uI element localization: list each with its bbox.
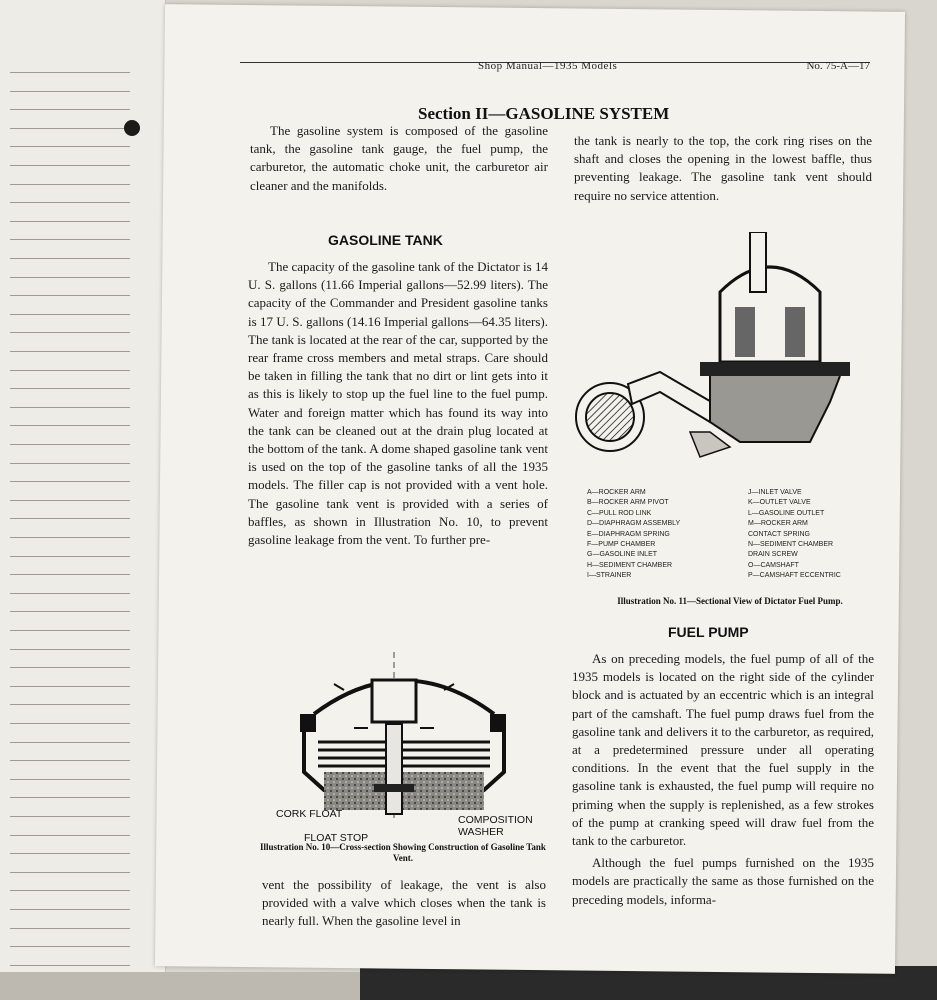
ruled-line: [10, 723, 130, 724]
ruled-line: [10, 463, 130, 464]
legend-item: I—STRAINER: [587, 572, 632, 580]
ruled-line: [10, 351, 130, 352]
legend-item: L—GASOLINE OUTLET: [748, 509, 825, 517]
ruled-line: [10, 221, 130, 222]
fig11-legend-left: [587, 488, 680, 582]
ruled-line: [10, 909, 130, 910]
ruled-line: [10, 91, 130, 92]
ruled-line: [10, 835, 130, 836]
ruled-line: [10, 760, 130, 761]
ruled-line: [10, 481, 130, 482]
binder-hole: [124, 120, 140, 136]
ruled-line: [10, 332, 130, 333]
label-washer: WASHER: [458, 826, 504, 838]
ruled-line: [10, 407, 130, 408]
ruled-line: [10, 444, 130, 445]
ruled-line: [10, 556, 130, 557]
label-cork-float: CORK FLOAT: [276, 808, 343, 820]
legend-item: P—CAMSHAFT ECCENTRIC: [748, 572, 841, 580]
ruled-line: [10, 165, 130, 166]
ruled-line: [10, 128, 130, 129]
ruled-line: [10, 388, 130, 389]
legend-item: O—CAMSHAFT: [748, 561, 799, 569]
legend-item: B—ROCKER ARM PIVOT: [587, 499, 669, 507]
ruled-line: [10, 872, 130, 873]
left-page: [0, 0, 166, 1000]
ruled-line: [10, 277, 130, 278]
ruled-line: [10, 537, 130, 538]
legend-item: M—ROCKER ARM: [748, 520, 808, 528]
ruled-line: [10, 370, 130, 371]
legend-item: N—SEDIMENT CHAMBER: [748, 541, 834, 549]
legend-item: J—INLET VALVE: [748, 489, 802, 496]
ruled-line: [10, 295, 130, 296]
fig11-legend-right: [748, 488, 841, 582]
legend-item: E—DIAPHRAGM SPRING: [587, 530, 670, 538]
illustration-11-caption: Illustration No. 11—Sectional View of Dictator Fuel Pump.: [617, 596, 843, 606]
gas-tank-heading: GASOLINE TANK: [328, 232, 443, 248]
ruled-line: [10, 425, 130, 426]
ruled-line: [10, 853, 130, 854]
illustration-10-caption: Illustration No. 10—Cross-section Showing Construction of Gasoline Tank Vent.: [260, 842, 546, 863]
ruled-line: [10, 890, 130, 891]
gas-tank-continuation: vent the possibility of leakage, the vent is also provided with a valve which closes when the tank is nearly full. When the gasoline level in: [262, 877, 546, 929]
legend-item: F—PUMP CHAMBER: [587, 541, 656, 549]
legend-item: H—SEDIMENT CHAMBER: [587, 561, 673, 569]
ruled-line: [10, 611, 130, 612]
fuel-pump-diagram: [570, 232, 860, 480]
ruled-line: [10, 667, 130, 668]
ruled-line: [10, 779, 130, 780]
ruled-line: [10, 928, 130, 929]
page-header: [240, 60, 870, 72]
ruled-line: [10, 630, 130, 631]
ruled-line: [10, 704, 130, 705]
header-center: Shop Manual—1935 Models: [478, 60, 618, 72]
ruled-line: [10, 574, 130, 575]
ruled-line: [10, 146, 130, 147]
legend-item: G—GASOLINE INLET: [587, 551, 658, 559]
legend-item: DRAIN SCREW: [748, 551, 798, 559]
ruled-line: [10, 649, 130, 650]
ruled-line: [10, 518, 130, 519]
right-top-paragraph: the tank is nearly to the top, the cork ring rises on the shaft and closes the opening in the lowest baffle, thus preventing leakage. The gasoline tank vent should require no service attention.: [574, 133, 872, 203]
ruled-line: [10, 593, 130, 594]
legend-item: A—ROCKER ARM: [587, 489, 646, 496]
ruled-line: [10, 500, 130, 501]
label-float-stop: FLOAT STOP: [304, 832, 369, 844]
ruled-line: [10, 816, 130, 817]
ruled-line: [10, 965, 130, 966]
section-title: Section II—GASOLINE SYSTEM: [418, 104, 670, 123]
ruled-line: [10, 109, 130, 110]
ruled-line: [10, 184, 130, 185]
fuel-pump-body: As on preceding models, the fuel pump of all of the 1935 models is located on the right side of the cylinder block and is actuated by an eccentric which is an integral part of the camshaft. The fuel pump draws fuel from the gasoline tank and delivers it to the carburetor, as required, at a predetermined pressure under all operating conditions. In the event that the fuel supply in the gasoline tank is exhausted, the fuel pump will require no priming when the supply is replenished, as a few strokes of the pump at cranking speed will draw fuel from the tank to the carburetor. Although the fuel pumps furnished on the 1935 models are practically the same as those furnished on the preceding models, informa-: [572, 651, 874, 907]
legend-item: K—OUTLET VALVE: [748, 499, 811, 507]
label-composition: COMPOSITION: [458, 814, 533, 826]
ruled-line: [10, 686, 130, 687]
gas-tank-body: The capacity of the gasoline tank of the Dictator is 14 U. S. gallons (11.66 Imperial gallons—52.99 liters). The capacity of the Commander and President gasoline tanks is 17 U. S. gallons (14.16 Imperial gallons—64.35 liters). The tank is located at the rear of the car, supported by the rear frame cross members and metal straps. Care should be taken in filling the tank that no dirt or lint gets into it as this is likely to stop up the fuel line to the fuel pump. Water and foreign matter which has found its way into the tank can be cleaned out at the drain plug located at the bottom of the tank. A dome shaped gasoline tank vent is used on the top of the gasoline tanks of all the 1935 models. The filler cap is not provided with a vent hole. The gasoline tank vent is provided with a series of baffles, as shown in Illustration No. 10, to prevent gasoline leakage from the vent. To further pre-: [248, 259, 548, 548]
legend-item: C—PULL ROD LINK: [587, 509, 652, 517]
ruled-line: [10, 202, 130, 203]
ruled-line: [10, 314, 130, 315]
ruled-line: [10, 797, 130, 798]
intro-paragraph: The gasoline system is composed of the gasoline tank, the gasoline tank gauge, the fuel pump, the carburetor, the automatic choke unit, the carburetor air cleaner and the manifolds.: [250, 123, 548, 193]
ruled-line: [10, 258, 130, 259]
fuel-pump-heading: FUEL PUMP: [668, 624, 749, 640]
ruled-line: [10, 946, 130, 947]
ruled-line: [10, 239, 130, 240]
header-page-number: No. 75-A—17: [806, 60, 870, 72]
legend-item: CONTACT SPRING: [748, 530, 810, 538]
ruled-line: [10, 72, 130, 73]
legend-item: D—DIAPHRAGM ASSEMBLY: [587, 520, 681, 528]
ruled-line: [10, 742, 130, 743]
gas-tank-vent-diagram: [294, 652, 514, 822]
